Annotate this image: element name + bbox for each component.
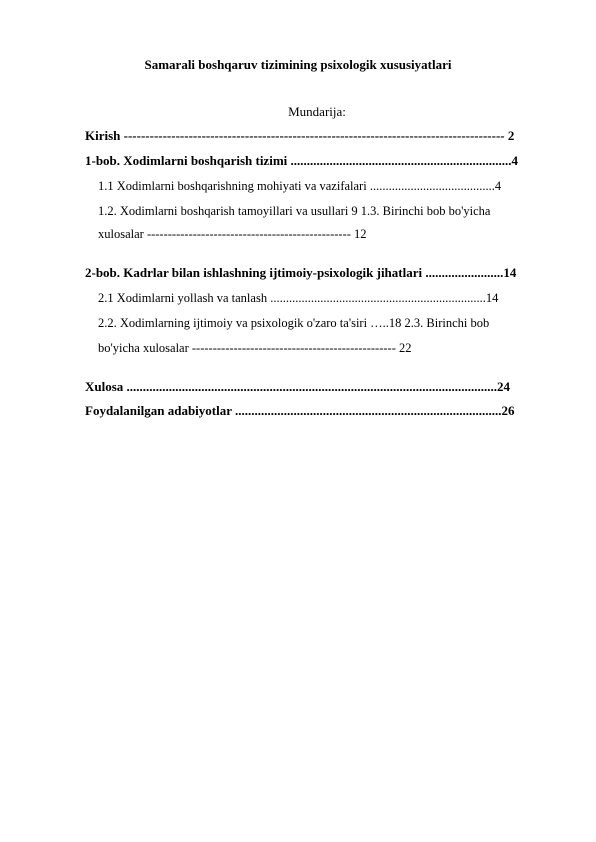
toc-entry-adabiyotlar: Foydalanilgan adabiyotlar ..................................................................................26	[85, 403, 515, 418]
toc-entry-section-1-3-continued: xulosalar ------------------------------------------------- 12	[98, 227, 367, 241]
toc-heading: Mundarija:	[288, 104, 346, 119]
toc-entry-section-2-1: 2.1 Xodimlarni yollash va tanlash .....................................................................14	[98, 291, 499, 305]
document-title: Samarali boshqaruv tizimining psixologik xususiyatlari	[144, 57, 452, 72]
toc-entry-section-2-3-continued: bo'yicha xulosalar ------------------------------------------------- 22	[98, 341, 412, 355]
toc-entry-section-1-1: 1.1 Xodimlarni boshqarishning mohiyati va vazifalari ........................................4	[98, 179, 502, 193]
toc-entry-section-2-2: 2.2. Xodimlarning ijtimoiy va psixologik o'zaro ta'siri …..18 2.3. Birinchi bob	[98, 316, 490, 330]
toc-entry-xulosa: Xulosa ..................................................................................................................24	[85, 379, 511, 394]
toc-entry-section-1-2: 1.2. Xodimlarni boshqarish tamoyillari va usullari 9 1.3. Birinchi bob bo'yicha	[98, 204, 491, 218]
toc-entry-kirish: Kirish ---------------------------------------------------------------------------------------- 2	[85, 128, 515, 143]
toc-entry-chapter-1: 1-bob. Xodimlarni boshqarish tizimi ....................................................................4	[85, 153, 519, 168]
toc-entry-chapter-2: 2-bob. Kadrlar bilan ishlashning ijtimoiy-psixologik jihatlari ........................14	[85, 265, 517, 280]
